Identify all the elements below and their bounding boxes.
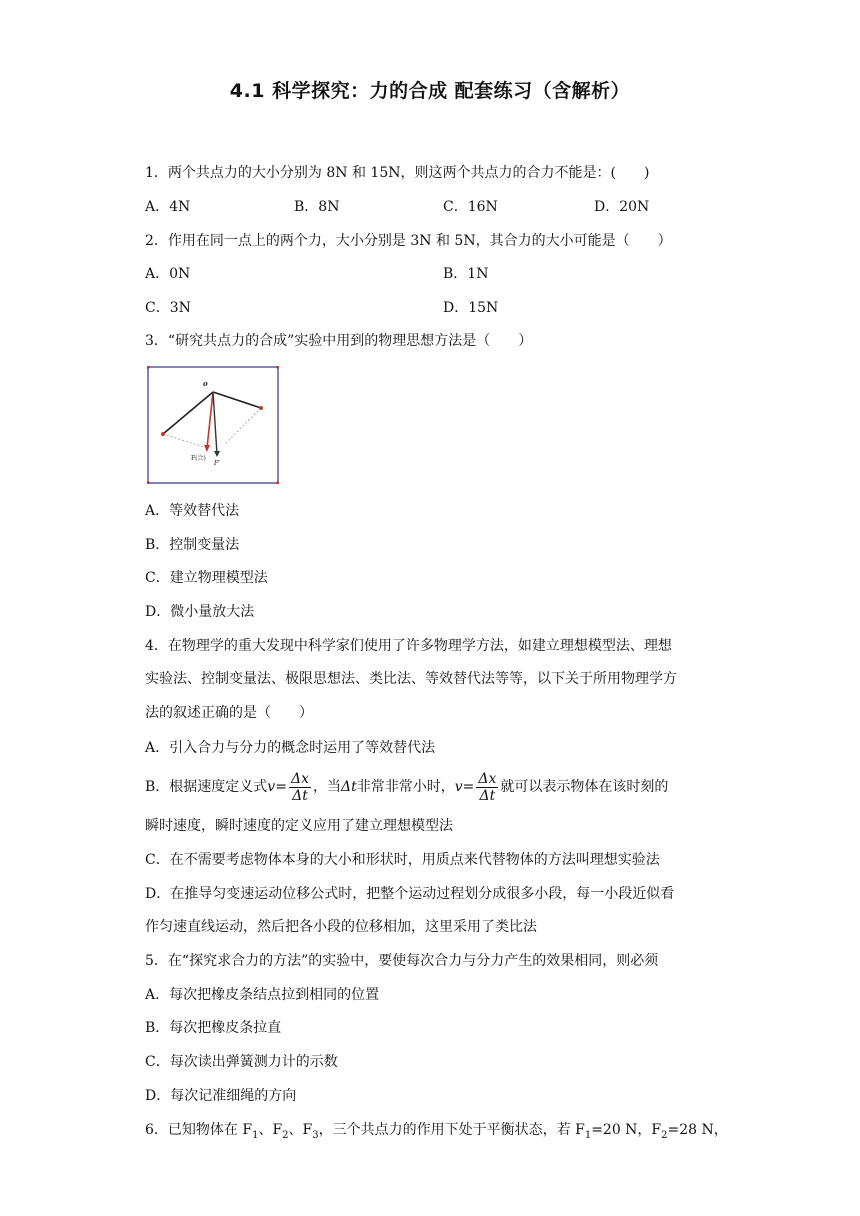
q6-sub-5: 2 bbox=[661, 1129, 668, 1141]
q4-stem-line-2: 实验法、控制变量法、极限思想法、类比法、等效替代法等等，以下关于所用物理学方 bbox=[145, 671, 677, 687]
q4-option-b-suffix: 就可以表示物体在该时刻的 bbox=[500, 779, 669, 795]
q4-option-b-line-2: 瞬时速度，瞬时速度的定义应用了建立理想模型法 bbox=[145, 818, 453, 834]
frame-corner-dot bbox=[147, 366, 150, 369]
q4-option-c: C．在不需要考虑物体本身的大小和形状时，用质点来代替物体的方法叫理想实验法 bbox=[145, 852, 660, 868]
q6-text-6: =28 N， bbox=[667, 1122, 728, 1138]
delta-t-symbol: Δt bbox=[340, 779, 357, 795]
q5-option-d: D．每次记准细绳的方向 bbox=[145, 1088, 297, 1104]
q2-stem: 2．作用在同一点上的两个力，大小分别是 3N 和 5N，其合力的大小可能是（ ） bbox=[145, 233, 672, 249]
q3-option-a: A．等效替代法 bbox=[145, 503, 240, 519]
q3-stem: 3．“研究共点力的合成”实验中用到的物理思想方法是（ ） bbox=[145, 333, 533, 349]
q4-option-b-mid-1: ，当 bbox=[312, 779, 341, 795]
force-f2-arrow bbox=[213, 392, 261, 408]
q6-stem bbox=[145, 1120, 728, 1146]
q1-option-a: A．4N bbox=[145, 199, 191, 215]
q4-option-b-line-1 bbox=[145, 768, 668, 806]
force-diagram-figure bbox=[147, 366, 279, 484]
q6-sub-2: 2 bbox=[282, 1129, 289, 1141]
q4-option-d-line-2: 作匀速直线运动，然后把各小段的位移相加，这里采用了类比法 bbox=[145, 919, 537, 935]
q1-stem: 1．两个共点力的大小分别为 8N 和 15N，则这两个共点力的合力不能是：( ) bbox=[145, 165, 650, 181]
q3-option-d: D．微小量放大法 bbox=[145, 604, 255, 620]
parallelogram-dashed-side bbox=[163, 434, 207, 448]
q5-option-a: A．每次把橡皮条结点拉到相同的位置 bbox=[145, 987, 380, 1003]
velocity-fraction-2 bbox=[476, 771, 498, 804]
q6-sub-3: 3 bbox=[312, 1129, 319, 1141]
q3-option-c: C．建立物理模型法 bbox=[145, 570, 268, 586]
equals-sign: = bbox=[275, 779, 287, 795]
velocity-symbol-2: v bbox=[454, 779, 463, 795]
q4-option-b-prefix: B．根据速度定义式 bbox=[145, 779, 268, 795]
fraction-denominator-2: Δt bbox=[479, 787, 496, 804]
q6-text-3: 、F bbox=[288, 1122, 313, 1138]
origin-label: o bbox=[203, 379, 208, 388]
parallelogram-dashed-side bbox=[225, 408, 261, 444]
resultant-force-arrow bbox=[207, 392, 213, 448]
velocity-symbol: v bbox=[267, 779, 276, 795]
fraction-denominator: Δt bbox=[292, 787, 308, 804]
equals-sign-2: = bbox=[462, 779, 475, 795]
q1-option-c: C．16N bbox=[443, 199, 498, 215]
figure-frame bbox=[148, 367, 278, 483]
velocity-fraction bbox=[289, 771, 311, 804]
fraction-numerator: Δx bbox=[290, 770, 309, 787]
q4-option-d-line-1: D．在推导匀变速运动位移公式时，把整个运动过程划分成很多小段，每一小段近似看 bbox=[145, 886, 675, 902]
q4-stem-line-3: 法的叙述正确的是（ ） bbox=[145, 705, 313, 721]
resultant-label: F(合) bbox=[191, 455, 206, 462]
force-f2-tip bbox=[259, 406, 263, 410]
force-f1-arrow bbox=[163, 392, 213, 434]
q6-text-1: 6．已知物体在 F bbox=[145, 1122, 253, 1138]
q4-option-a: A．引入合力与分力的概念时运用了等效替代法 bbox=[145, 740, 436, 756]
q2-option-b: B．1N bbox=[443, 266, 489, 282]
q3-option-b: B．控制变量法 bbox=[145, 537, 240, 553]
f-prime-arrowhead bbox=[214, 451, 220, 457]
q1-option-b: B．8N bbox=[294, 199, 340, 215]
f-prime-label: F' bbox=[214, 460, 220, 467]
q6-sub-4: 1 bbox=[584, 1129, 592, 1141]
document-title: 4.1 科学探究：力的合成 配套练习（含解析） bbox=[229, 80, 631, 102]
fraction-numerator-2: Δx bbox=[478, 770, 497, 787]
resultant-arrowhead bbox=[204, 445, 210, 452]
q5-option-c: C．每次读出弹簧测力计的示数 bbox=[145, 1054, 338, 1070]
q4-option-b-mid-2: 非常非常小时， bbox=[356, 779, 455, 795]
force-f1-tip bbox=[161, 432, 165, 436]
frame-corner-dot bbox=[147, 481, 150, 484]
f-prime-arrow bbox=[213, 392, 217, 454]
q2-option-a: A．0N bbox=[145, 266, 191, 282]
frame-corner-dot bbox=[276, 366, 279, 369]
q6-text-2: 、F bbox=[258, 1122, 283, 1138]
q2-option-d: D．15N bbox=[443, 300, 499, 316]
q1-option-d: D．20N bbox=[594, 199, 650, 215]
q5-stem: 5．在“探究求合力的方法”的实验中，要使每次合力与分力产生的效果相同，则必须 bbox=[145, 953, 659, 969]
q5-option-b: B．每次把橡皮条拉直 bbox=[145, 1020, 282, 1036]
frame-corner-dot bbox=[276, 481, 279, 484]
q4-stem-line-1: 4．在物理学的重大发现中科学家们使用了许多物理学方法，如建立理想模型法、理想 bbox=[145, 638, 672, 654]
q6-text-4: ，三个共点力的作用下处于平衡状态，若 F bbox=[318, 1122, 585, 1138]
q6-sub-1: 1 bbox=[252, 1129, 259, 1141]
q2-option-c: C．3N bbox=[145, 300, 191, 316]
q6-text-5: =20 N，F bbox=[591, 1122, 662, 1138]
